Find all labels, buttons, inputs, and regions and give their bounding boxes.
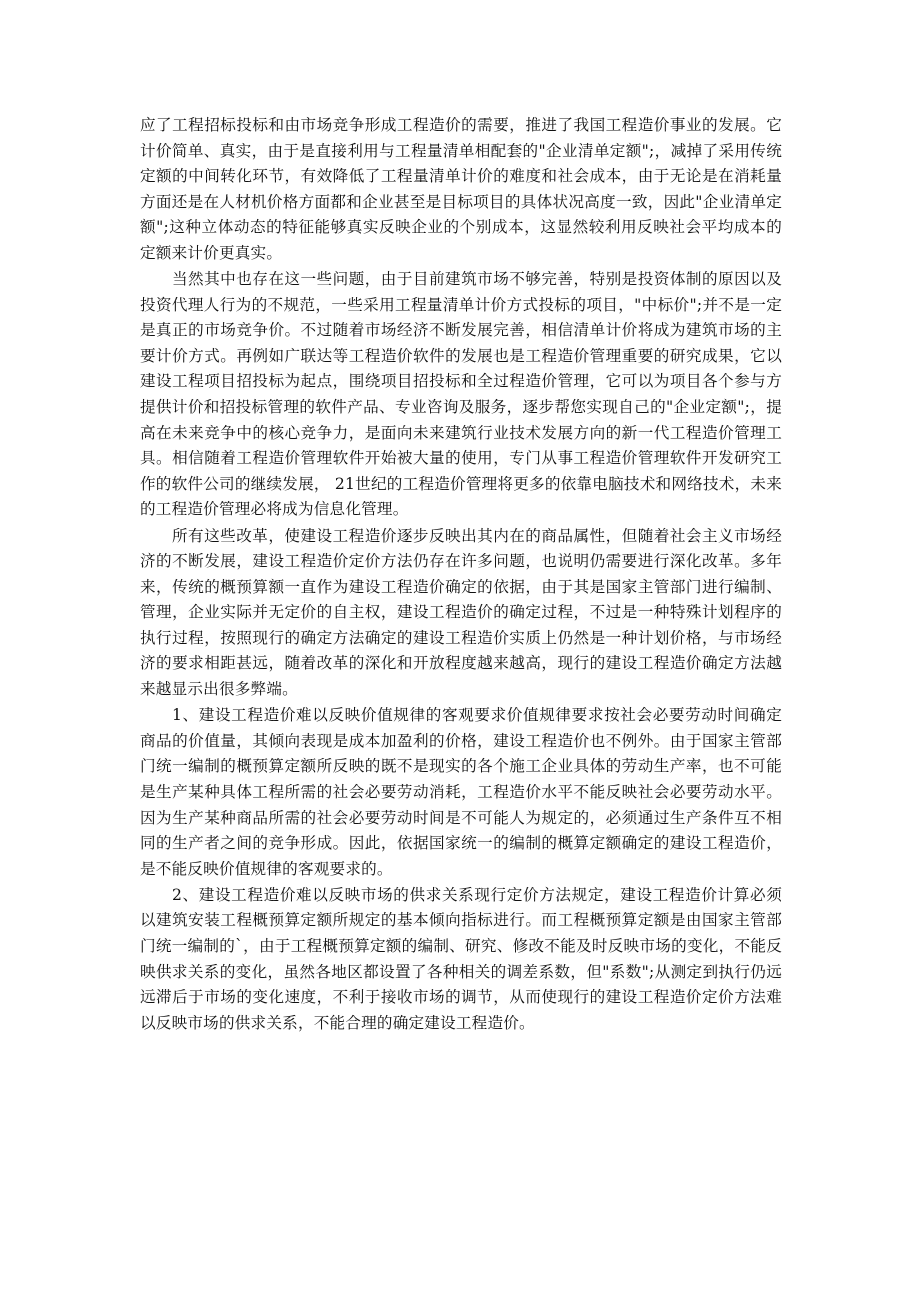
- paragraph-3: 所有这些改革，使建设工程造价逐步反映出其内在的商品属性，但随着社会主义市场经济的不断发展，建设工程造价定价方法仍存在许多问题，也说明仍需要进行深化改革。多年来，传统的概预算额一直作为建设工程造价确定的依据，由于其是国家主管部门进行编制、管理，企业实际并无定价的自主权，建设工程造价的确定过程，不过是一种特殊计划程序的执行过程，按照现行的确定方法确定的建设工程造价实质上仍然是一种计划价格，与市场经济的要求相距甚远，随着改革的深化和开放程度越来越高，现行的建设工程造价确定方法越来越显示出很多弊端。: [140, 526, 782, 699]
- paragraph-1: 应了工程招标投标和由市场竞争形成工程造价的需要，推进了我国工程造价事业的发展。它计价简单、真实，由于是直接利用与工程量清单相配套的"企业清单定额";，减掉了采用传统定额的中间转化环节，有效降低了工程量清单计价的难度和社会成本，由于无论是在消耗量方面还是在人材机价格方面都和企业甚至是目标项目的具体状况高度一致，因此"企业清单定额";这种立体动态的特征能够真实反映企业的个别成本，这显然较利用反映社会平均成本的定额来计价更真实。: [140, 116, 782, 262]
- document-body: [140, 113, 782, 1037]
- paragraph-2: 当然其中也存在这一些问题，由于目前建筑市场不够完善，特别是投资体制的原因以及投资代理人行为的不规范，一些采用工程量清单计价方式投标的项目，"中标价";并不是一定是真正的市场竞争价。不过随着市场经济不断发展完善，相信清单计价将成为建筑市场的主要计价方式。再例如广联达等工程造价软件的发展也是工程造价管理重要的研究成果，它以建设工程项目招投标为起点，围绕项目招投标和全过程造价管理，它可以为项目各个参与方提供计价和招投标管理的软件产品、专业咨询及服务，逐步帮您实现自己的"企业定额";，提高在未来竞争中的核心竞争力，是面向未来建筑行业技术发展方向的新一代工程造价管理工具。相信随着工程造价管理软件开始被大量的使用，专门从事工程造价管理软件开发研究工作的软件公司的继续发展， 21世纪的工程造价管理将更多的依靠电脑技术和网络技术，未来的工程造价管理必将成为信息化管理。: [140, 270, 782, 519]
- paragraph-5: 2、建设工程造价难以反映市场的供求关系现行定价方法规定，建设工程造价计算必须以建筑安装工程概预算定额所规定的基本倾向指标进行。而工程概预算定额是由国家主管部门统一编制的`，由于工程概预算定额的编制、研究、修改不能及时反映市场的变化，不能反映供求关系的变化，虽然各地区都设置了各种相关的调差系数，但"系数";从测定到执行仍远远滞后于市场的变化速度，不利于接收市场的调节，从而使现行的建设工程造价定价方法难以反映市场的供求关系，不能合理的确定建设工程造价。: [140, 885, 782, 1032]
- paragraph-4: 1、建设工程造价难以反映价值规律的客观要求价值规律要求按社会必要劳动时间确定商品的价值量，其倾向表现是成本加盈利的价格，建设工程造价也不例外。由于国家主管部门统一编制的概预算定额所反映的既不是现实的各个施工企业具体的劳动生产率，也不可能是生产某种具体工程所需的社会必要劳动消耗，工程造价水平不能反映社会必要劳动水平。因为生产某种商品所需的社会必要劳动时间是不可能人为规定的，必须通过生产条件互不相同的生产者之间的竞争形成。因此，依据国家统一的编制的概算定额确定的建设工程造价，是不能反映价值规律的客观要求的。: [140, 706, 782, 878]
